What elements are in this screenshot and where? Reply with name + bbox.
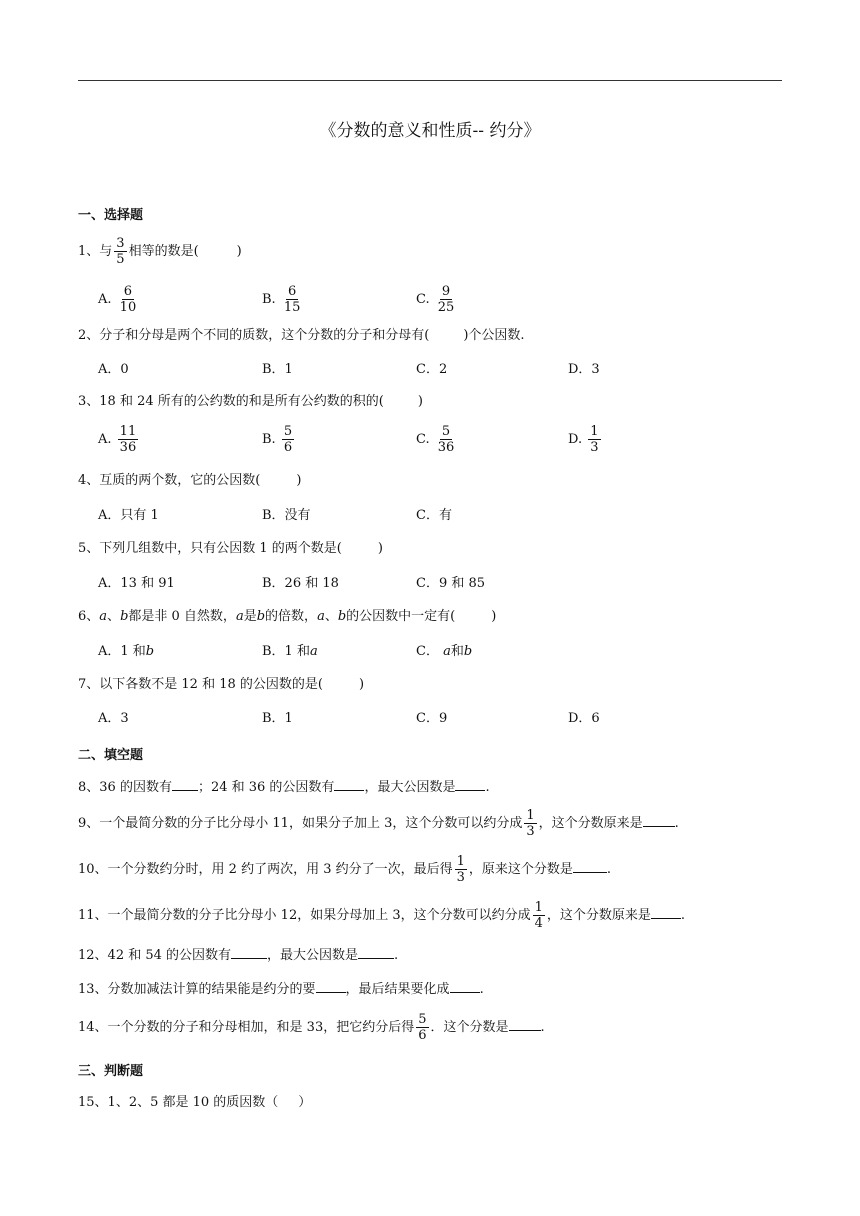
- fraction: $\frac{3}{5}$: [116, 236, 125, 267]
- q6-option-c: C． a和b: [416, 644, 473, 659]
- question-13: 13、分数加减法计算的结果能是约分的要 ，最后结果要化成 .: [78, 982, 484, 997]
- q6-option-b: B．1 和a: [262, 644, 318, 659]
- question-1: 1、与 $\frac{3}{5}$ 相等的数是( ): [78, 236, 242, 267]
- question-10: 10、一个分数约分时，用 2 约了两次，用 3 约分了一次，最后得 $\frac{1}{3}$ ，原来这个分数是 .: [78, 854, 612, 885]
- q1-option-b: B. $\frac{6}{15}$: [262, 284, 301, 315]
- question-7: 7、以下各数不是 12 和 18 的公因数的是( ): [78, 677, 365, 692]
- question-4: 4、互质的两个数，它的公因数( ): [78, 473, 302, 488]
- q3-option-c: C. $\frac{5}{36}$: [416, 424, 455, 455]
- question-2: 2、分子和分母是两个不同的质数，这个分数的分子和分母有( )个公因数.: [78, 328, 525, 343]
- q7-option-d: D．6: [568, 711, 600, 726]
- q1-option-c: C. $\frac{9}{25}$: [416, 284, 455, 315]
- question-8: 8、36 的因数有 ；24 和 36 的公因数有 ，最大公因数是 .: [78, 780, 490, 795]
- q4-option-a: A．只有 1: [98, 508, 159, 523]
- header-rule: [78, 80, 782, 81]
- q7-option-a: A．3: [98, 711, 129, 726]
- section-judge: 三、判断题: [78, 1064, 144, 1079]
- question-6: 6、a、b都是非 0 自然数，a是b的倍数，a、b的公因数中一定有( ): [78, 609, 497, 624]
- q3-option-b: B. $\frac{5}{6}$: [262, 424, 293, 455]
- section-fill: 二、填空题: [78, 748, 144, 763]
- question-9: 9、一个最简分数的分子比分母小 11，如果分子加上 3，这个分数可以约分成 $\frac{1}{3}$ ，这个分数原来是 .: [78, 808, 679, 839]
- question-14: 14、一个分数的分子和分母相加，和是 33，把它约分后得 $\frac{5}{6}$ ．这个分数是 .: [78, 1012, 545, 1043]
- q7-option-c: C．9: [416, 711, 448, 726]
- question-5: 5、下列几组数中，只有公因数 1 的两个数是( ): [78, 541, 383, 556]
- q2-option-c: C．2: [416, 362, 448, 377]
- q2-option-d: D．3: [568, 362, 600, 377]
- q6-option-a: A．1 和b: [98, 644, 155, 659]
- question-11: 11、一个最简分数的分子比分母小 12，如果分母加上 3，这个分数可以约分成 $\frac{1}{4}$ ，这个分数原来是 .: [78, 900, 686, 931]
- section-choice: 一、选择题: [78, 208, 144, 223]
- q3-option-d: D. $\frac{1}{3}$: [568, 424, 599, 455]
- page-title: 《分数的意义和性质-- 约分》: [319, 121, 541, 141]
- q2-option-b: B．1: [262, 362, 293, 377]
- q2-option-a: A．0: [98, 362, 129, 377]
- q4-option-c: C．有: [416, 508, 452, 523]
- q4-option-b: B．没有: [262, 508, 311, 523]
- q1-option-a: A. $\frac{6}{10}$: [98, 284, 137, 315]
- q5-option-b: B．26 和 18: [262, 576, 339, 591]
- question-15: 15、1、2、5 都是 10 的质因数（ ）: [78, 1095, 312, 1110]
- question-3: 3、18 和 24 所有的公约数的和是所有公约数的积的( ): [78, 394, 423, 409]
- q5-option-c: C．9 和 85: [416, 576, 486, 591]
- q3-option-a: A. $\frac{11}{36}$: [98, 424, 137, 455]
- q7-option-b: B．1: [262, 711, 293, 726]
- question-12: 12、42 和 54 的公因数有 ，最大公因数是 .: [78, 948, 399, 963]
- q5-option-a: A．13 和 91: [98, 576, 175, 591]
